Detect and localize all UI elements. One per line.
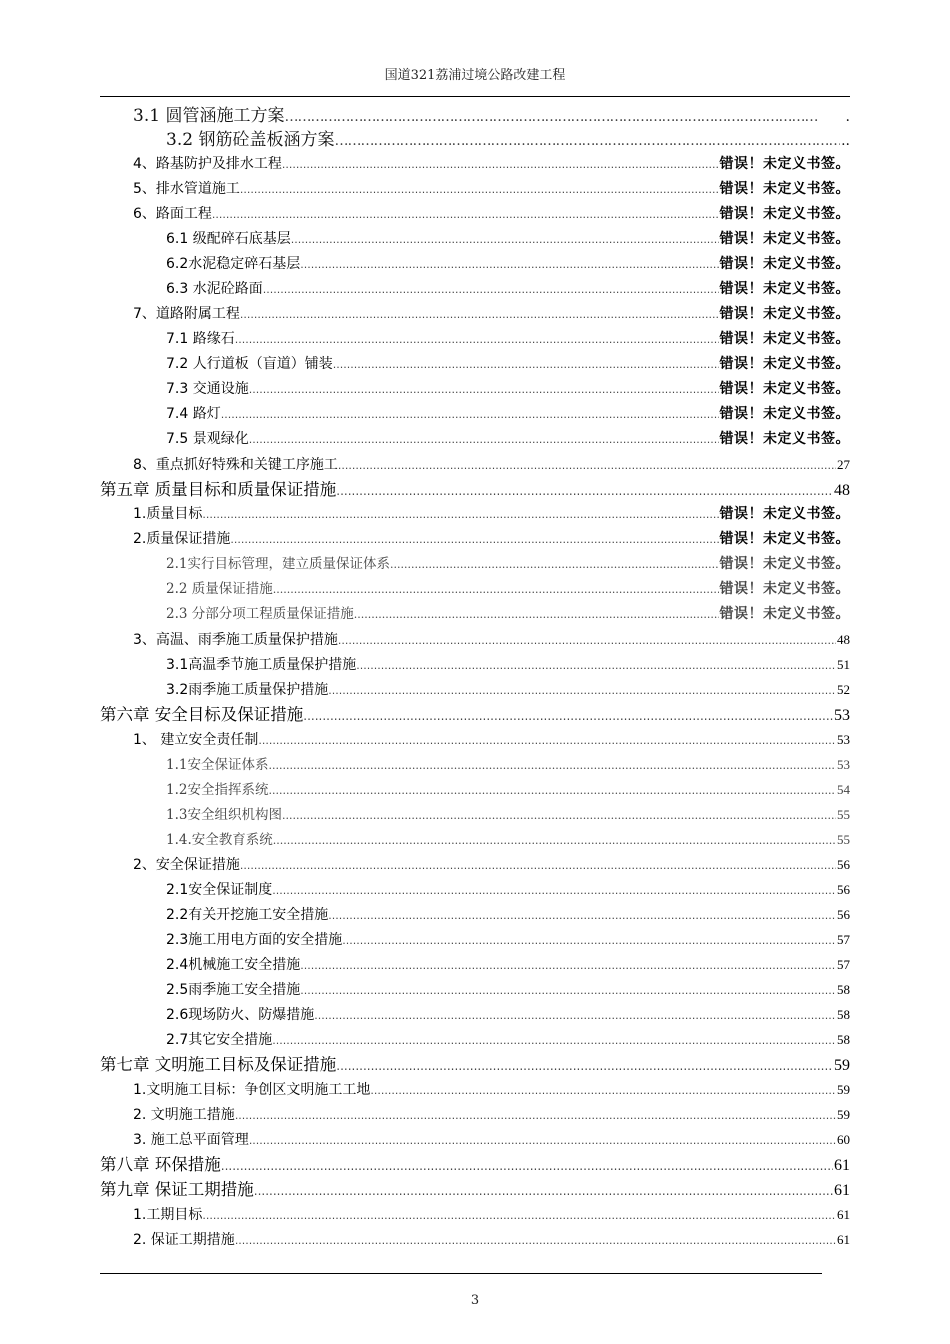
- toc-entry-page: 错误！未定义书签。: [719, 281, 850, 297]
- toc-leader-dots: [336, 1052, 833, 1077]
- toc-leader-dots: [272, 1028, 836, 1052]
- toc-leader-dots: [254, 1177, 833, 1202]
- toc-entry-page: 错误！未定义书签。: [719, 256, 850, 272]
- toc-entry-title: 4、路基防护及排水工程: [133, 156, 282, 172]
- toc-entry-page: 错误！未定义书签。: [719, 331, 850, 347]
- toc-leader-dots: [212, 202, 719, 227]
- toc-entry[interactable]: [100, 202, 850, 227]
- toc-entry[interactable]: [100, 1152, 850, 1177]
- toc-entry-page: 59: [837, 1082, 850, 1097]
- toc-leader-dots: [230, 527, 718, 552]
- toc-leader-dots: [370, 1078, 836, 1102]
- toc-entry[interactable]: [100, 677, 850, 702]
- toc-leader-dots: [328, 903, 836, 927]
- toc-leader-dots: [282, 152, 719, 177]
- toc-leader-dots: [272, 878, 836, 902]
- toc-entry-title: 2. 文明施工措施: [133, 1107, 235, 1123]
- toc-entry-page: 54: [837, 782, 850, 797]
- toc-entry-title: 3.1 圆管涵施工方案: [133, 106, 285, 126]
- toc-entry-title: 1.2安全指挥系统: [166, 782, 269, 798]
- toc-entry-page: 61: [837, 1207, 850, 1222]
- toc-entry-title: 2.3 分部分项工程质量保证措施: [166, 606, 354, 622]
- toc-entry-page: .: [845, 109, 850, 125]
- toc-leader-dots: [240, 302, 719, 327]
- toc-leader-dots: [249, 1128, 836, 1152]
- toc-entry-title: 1.工期目标: [133, 1207, 203, 1223]
- toc-leader-dots: [268, 753, 836, 777]
- toc-entry-page: 55: [837, 807, 850, 822]
- toc-entry-page: 58: [837, 1032, 850, 1047]
- toc-entry-page: 61: [837, 1232, 850, 1247]
- toc-entry-page: 27: [837, 457, 850, 472]
- toc-entry-page: 错误！未定义书签。: [719, 231, 850, 247]
- toc-entry[interactable]: [100, 177, 850, 202]
- toc-entry-title: 第七章 文明施工目标及保证措施: [100, 1055, 337, 1074]
- toc-entry-page: 53: [837, 732, 850, 747]
- toc-entry-page: 57: [837, 957, 850, 972]
- toc-entry-title: 6.1 级配碎石底基层: [166, 231, 291, 247]
- toc-entry-title: 7、道路附属工程: [133, 306, 240, 322]
- toc-entry-page: 57: [837, 932, 850, 947]
- toc-entry-page: 错误！未定义书签。: [719, 556, 850, 572]
- toc-entry-page: 53: [837, 757, 850, 772]
- toc-entry-page: 61: [834, 1157, 850, 1174]
- toc-entry[interactable]: [100, 727, 850, 752]
- toc-leader-dots: [235, 1228, 836, 1252]
- toc-entry[interactable]: [100, 277, 850, 302]
- toc-entry[interactable]: [100, 802, 850, 827]
- toc-entry[interactable]: [100, 927, 850, 952]
- toc-entry[interactable]: [100, 1052, 850, 1077]
- toc-leader-dots: [338, 628, 836, 652]
- toc-entry[interactable]: [100, 1202, 850, 1227]
- toc-entry-title: 3.1高温季节施工质量保护措施: [166, 657, 357, 673]
- toc-entry[interactable]: [100, 602, 850, 627]
- toc-entry[interactable]: [100, 477, 850, 502]
- running-header: 国道321荔浦过境公路改建工程: [384, 68, 566, 83]
- toc-leader-dots: [249, 377, 719, 402]
- toc-entry-page: 48: [834, 482, 850, 499]
- toc-entry-title: 2.6现场防火、防爆措施: [166, 1007, 315, 1023]
- toc-entry-title: 2.2 质量保证措施: [166, 581, 273, 597]
- toc-leader-dots: [273, 577, 719, 602]
- toc-entry-title: 2、安全保证措施: [133, 857, 240, 873]
- toc-entry-title: 7.1 路缘石: [166, 331, 235, 347]
- toc-entry-title: 3、高温、雨季施工质量保护措施: [133, 632, 338, 648]
- toc-leader-dots: [336, 477, 833, 502]
- toc-leader-dots: [284, 104, 844, 128]
- toc-entry-page: 58: [837, 982, 850, 997]
- toc-entry-title: 3.2雨季施工质量保护措施: [166, 682, 329, 698]
- toc-entry-title: 2.1实行目标管理，建立质量保证体系: [166, 556, 390, 572]
- toc-entry-page: ..: [841, 133, 850, 149]
- toc-entry-title: 7.3 交通设施: [166, 381, 249, 397]
- toc-entry[interactable]: [100, 1077, 850, 1102]
- toc-entry-title: 第五章 质量目标和质量保证措施: [100, 480, 337, 499]
- toc-entry-title: 6、路面工程: [133, 206, 212, 222]
- toc-entry[interactable]: [100, 1127, 850, 1152]
- toc-entry-page: 错误！未定义书签。: [719, 431, 850, 447]
- toc-entry-page: 61: [834, 1182, 850, 1199]
- toc-entry-title: 1、 建立安全责任制: [133, 732, 259, 748]
- toc-entry[interactable]: [100, 827, 850, 852]
- toc-leader-dots: [235, 327, 719, 352]
- toc-entry-page: 60: [837, 1132, 850, 1147]
- toc-entry-title: 1.1安全保证体系: [166, 757, 269, 773]
- toc-leader-dots: [303, 702, 833, 727]
- toc-entry-page: 58: [837, 1007, 850, 1022]
- toc-entry-page: 错误！未定义书签。: [719, 181, 850, 197]
- toc-leader-dots: [221, 1152, 833, 1177]
- toc-leader-dots: [334, 128, 840, 152]
- toc-entry-page: 48: [837, 632, 850, 647]
- toc-entry[interactable]: [100, 627, 850, 652]
- toc-entry[interactable]: [100, 402, 850, 427]
- toc-entry[interactable]: [100, 852, 850, 877]
- toc-entry-title: 1.文明施工目标：争创区文明施工工地: [133, 1082, 371, 1098]
- toc-leader-dots: [249, 427, 719, 452]
- toc-entry-title: 1.4.安全教育系统: [166, 832, 273, 848]
- toc-entry[interactable]: [100, 702, 850, 727]
- toc-entry[interactable]: [100, 128, 850, 152]
- toc-entry[interactable]: [100, 302, 850, 327]
- toc-entry-title: 1.3安全组织机构图: [166, 807, 282, 823]
- toc-entry[interactable]: [100, 552, 850, 577]
- toc-entry-title: 第六章 安全目标及保证措施: [100, 705, 304, 724]
- toc-leader-dots: [300, 953, 836, 977]
- toc-entry-page: 56: [837, 857, 850, 872]
- toc-entry-page: 错误！未定义书签。: [719, 206, 850, 222]
- toc-entry-title: 2.4机械施工安全措施: [166, 957, 301, 973]
- toc-entry-page: 错误！未定义书签。: [719, 581, 850, 597]
- toc-entry[interactable]: [100, 352, 850, 377]
- toc-entry-title: 2.1安全保证制度: [166, 882, 273, 898]
- toc-entry-title: 2.2有关开挖施工安全措施: [166, 907, 329, 923]
- toc-entry-page: 55: [837, 832, 850, 847]
- toc-entry-title: 7.2 人行道板（盲道）铺装: [166, 356, 333, 372]
- toc-entry[interactable]: [100, 152, 850, 177]
- toc-entry-page: 错误！未定义书签。: [719, 506, 850, 522]
- toc-entry-title: 5、排水管道施工: [133, 181, 240, 197]
- toc-leader-dots: [221, 402, 719, 427]
- toc-leader-dots: [240, 853, 836, 877]
- toc-entry[interactable]: [100, 452, 850, 477]
- toc-entry[interactable]: [100, 977, 850, 1002]
- toc-entry-page: 59: [834, 1057, 850, 1074]
- toc-entry-page: 错误！未定义书签。: [719, 606, 850, 622]
- toc-entry-title: 6.3 水泥砼路面: [166, 281, 263, 297]
- toc-entry-page: 53: [834, 707, 850, 724]
- toc-entry-title: 1.质量目标: [133, 506, 203, 522]
- page-number: 3: [470, 1293, 480, 1308]
- toc-entry-title: 7.5 景观绿化: [166, 431, 249, 447]
- toc-leader-dots: [202, 1203, 836, 1227]
- toc-leader-dots: [263, 277, 719, 302]
- toc-entry[interactable]: [100, 1102, 850, 1127]
- toc-entry[interactable]: [100, 427, 850, 452]
- toc-entry-title: 2.5雨季施工安全措施: [166, 982, 301, 998]
- toc-entry-title: 8、重点抓好特殊和关键工序施工: [133, 457, 338, 473]
- toc-entry[interactable]: [100, 502, 850, 527]
- toc-entry-page: 错误！未定义书签。: [719, 356, 850, 372]
- toc-entry-page: 56: [837, 882, 850, 897]
- toc-entry-title: 3. 施工总平面管理: [133, 1132, 249, 1148]
- toc-entry-title: 2.3施工用电方面的安全措施: [166, 932, 343, 948]
- toc-entry-title: 2. 保证工期措施: [133, 1232, 235, 1248]
- toc-entry-title: 6.2水泥稳定碎石基层: [166, 256, 301, 272]
- table-of-contents: [100, 104, 850, 1252]
- toc-entry-title: 7.4 路灯: [166, 406, 221, 422]
- toc-entry-title: 第八章 环保措施: [100, 1155, 221, 1174]
- toc-entry-page: 错误！未定义书签。: [719, 531, 850, 547]
- toc-entry-page: 错误！未定义书签。: [719, 306, 850, 322]
- toc-entry[interactable]: [100, 577, 850, 602]
- toc-entry[interactable]: [100, 777, 850, 802]
- toc-entry[interactable]: [100, 952, 850, 977]
- toc-entry[interactable]: [100, 377, 850, 402]
- toc-leader-dots: [291, 227, 719, 252]
- toc-leader-dots: [268, 778, 836, 802]
- toc-leader-dots: [354, 602, 719, 627]
- toc-leader-dots: [300, 252, 718, 277]
- toc-leader-dots: [202, 502, 718, 527]
- toc-entry[interactable]: [100, 327, 850, 352]
- toc-entry-page: 59: [837, 1107, 850, 1122]
- toc-entry[interactable]: [100, 1002, 850, 1027]
- toc-leader-dots: [240, 177, 719, 202]
- toc-leader-dots: [314, 1003, 836, 1027]
- toc-entry[interactable]: [100, 877, 850, 902]
- toc-entry[interactable]: [100, 902, 850, 927]
- header-divider: [100, 96, 850, 97]
- footer-divider: [100, 1273, 822, 1274]
- toc-entry-page: 56: [837, 907, 850, 922]
- toc-entry[interactable]: [100, 227, 850, 252]
- toc-leader-dots: [282, 803, 836, 827]
- toc-leader-dots: [333, 352, 719, 377]
- toc-entry-title: 2.7其它安全措施: [166, 1032, 273, 1048]
- toc-entry-page: 51: [837, 657, 850, 672]
- toc-entry[interactable]: [100, 752, 850, 777]
- toc-leader-dots: [300, 978, 836, 1002]
- toc-entry-title: 3.2 钢筋砼盖板涵方案: [166, 130, 335, 150]
- toc-entry-title: 2.质量保证措施: [133, 531, 231, 547]
- toc-leader-dots: [338, 453, 836, 477]
- toc-entry-page: 错误！未定义书签。: [719, 381, 850, 397]
- toc-entry[interactable]: [100, 652, 850, 677]
- toc-leader-dots: [328, 678, 836, 702]
- toc-entry[interactable]: [100, 1027, 850, 1052]
- toc-entry[interactable]: [100, 1227, 850, 1252]
- toc-leader-dots: [356, 653, 836, 677]
- toc-entry[interactable]: [100, 252, 850, 277]
- toc-entry[interactable]: [100, 1177, 850, 1202]
- toc-entry-title: 第九章 保证工期措施: [100, 1180, 254, 1199]
- toc-leader-dots: [390, 552, 719, 577]
- toc-leader-dots: [342, 928, 836, 952]
- toc-leader-dots: [235, 1103, 836, 1127]
- toc-leader-dots: [273, 828, 836, 852]
- toc-entry[interactable]: [100, 527, 850, 552]
- toc-entry-page: 错误！未定义书签。: [719, 156, 850, 172]
- toc-leader-dots: [258, 728, 836, 752]
- toc-entry[interactable]: [100, 104, 850, 128]
- toc-entry-page: 错误！未定义书签。: [719, 406, 850, 422]
- toc-entry-page: 52: [837, 682, 850, 697]
